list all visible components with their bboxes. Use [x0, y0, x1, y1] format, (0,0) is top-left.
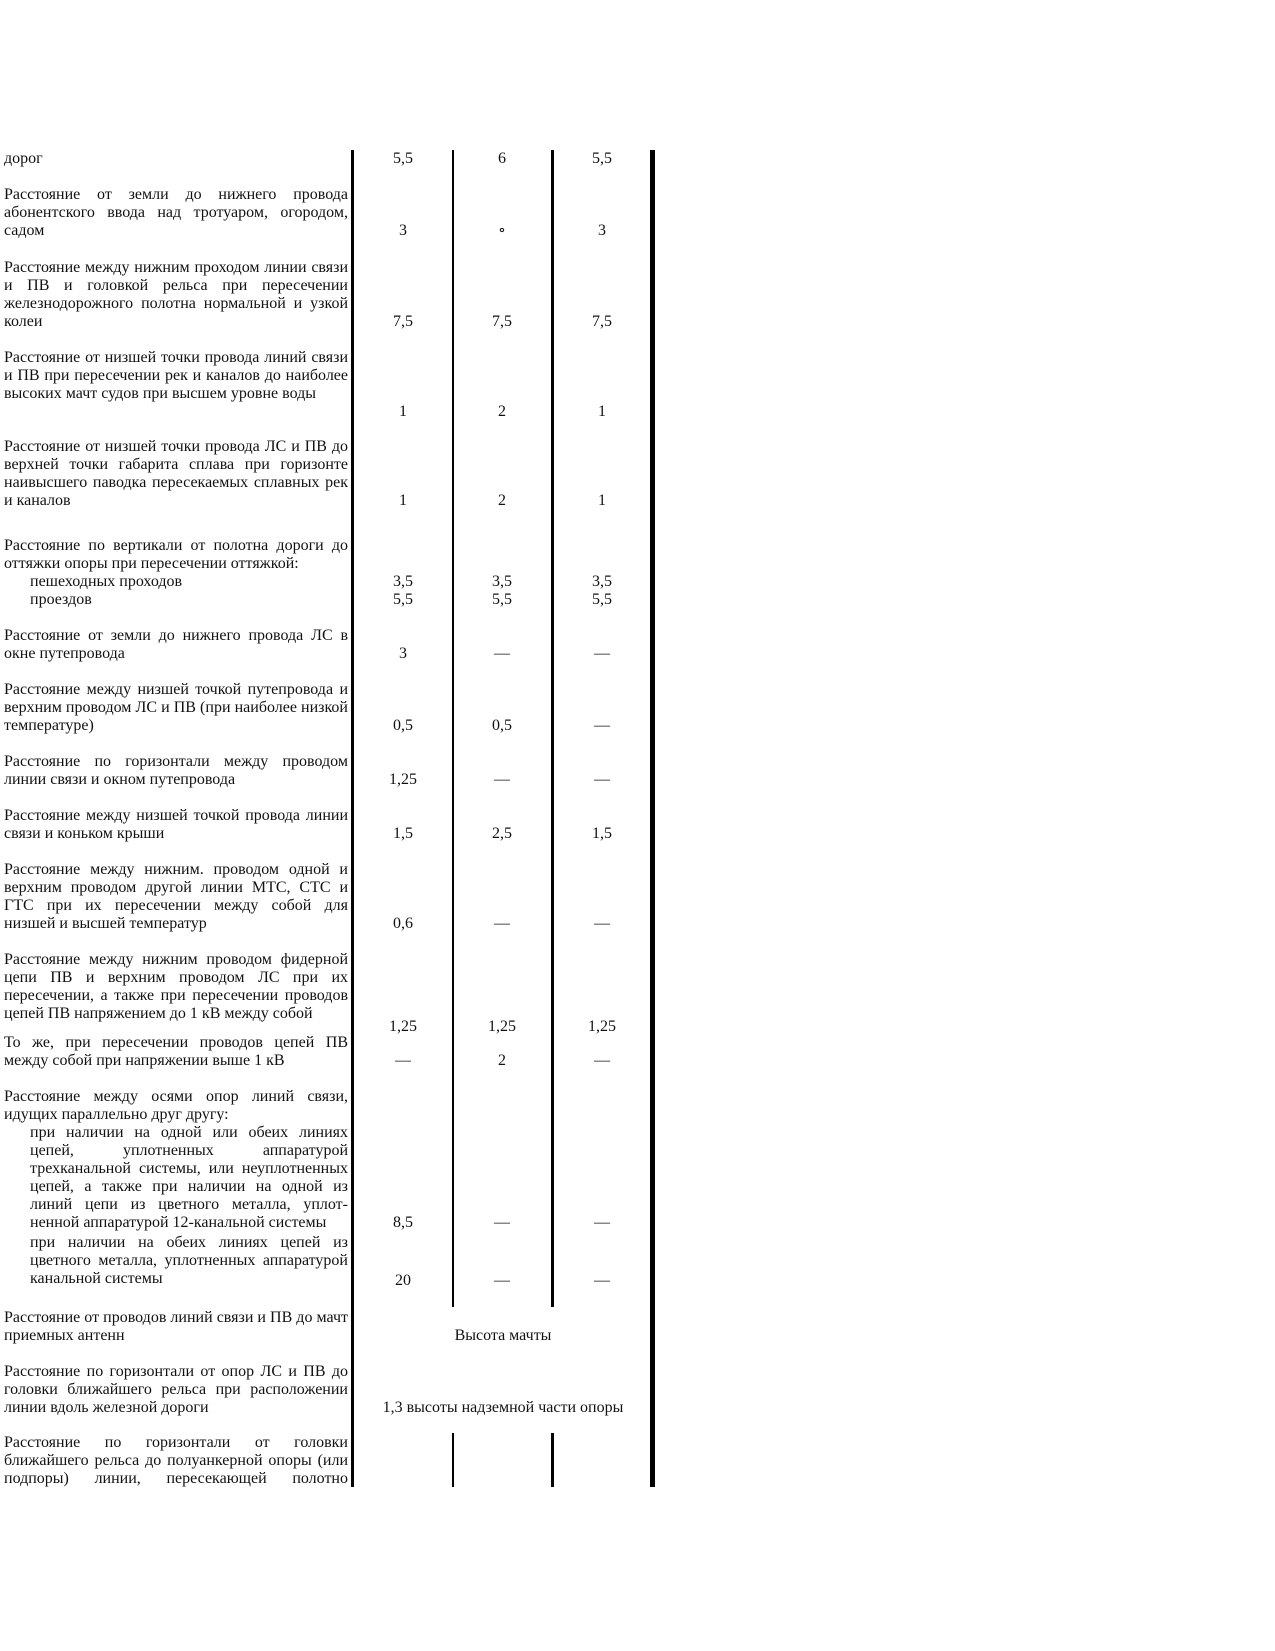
- value-cell: —: [594, 1052, 610, 1069]
- row-description: [4, 438, 348, 510]
- value-cell: —: [594, 771, 610, 788]
- value-cell: 2: [498, 403, 506, 420]
- value-cell: 3,5: [592, 573, 612, 590]
- value-cell: 3: [399, 645, 407, 662]
- row-description: [4, 1363, 348, 1417]
- row-description: [4, 537, 348, 609]
- value-cell: ∘: [498, 222, 506, 239]
- value-cell: 1,25: [389, 1018, 417, 1035]
- row-description: [4, 861, 348, 933]
- value-cell: 2: [498, 1052, 506, 1069]
- row-description: [4, 150, 348, 168]
- value-cell: 2: [498, 492, 506, 509]
- row-description: [4, 627, 348, 663]
- value-cell: —: [494, 915, 510, 932]
- value-cell: 5,5: [393, 591, 413, 608]
- table-right-border: [650, 150, 655, 1487]
- description-text: Расстояние между низшей точкой путепровода и верхним проводом ЛС и ПВ (при наиболее низкой температуре): [4, 681, 348, 734]
- description-text: Расстояние по горизонтали от головки ближайшего рельса до полуанкерной опоры (или подпоры) линии, пересекающей полотно: [4, 1434, 348, 1487]
- value-cell: —: [594, 915, 610, 932]
- value-cell: 3,5: [393, 573, 413, 590]
- value-cell: 5,5: [393, 150, 413, 167]
- row-description: [4, 1434, 348, 1488]
- value-cell: 7,5: [592, 313, 612, 330]
- row-description: [4, 807, 348, 843]
- merged-value-cell: 1,3 высоты надземной части опоры: [382, 1399, 624, 1416]
- value-cell: 1: [598, 492, 606, 509]
- subitem-label: пешеходных проходов: [30, 573, 183, 590]
- column-border-2-lower: [452, 1433, 454, 1487]
- value-cell: —: [594, 645, 610, 662]
- subitem-label: при наличии на одной или обеих линиях цепей, уплотненных аппаратурой трехканальной системы, или неуплотненных цепей, а также при наличии на одной из линий цепи из цветного металла, уплот-ненной аппаратурой 12-канальной системы: [30, 1124, 348, 1231]
- value-cell: 5,5: [592, 150, 612, 167]
- value-cell: —: [594, 1214, 610, 1231]
- value-cell: —: [494, 1272, 510, 1289]
- value-cell: 7,5: [393, 313, 413, 330]
- description-text: Расстояние от низшей точки провода линий связи и ПВ при пересечении рек и каналов до наиболее высоких мачт судов при высшем уровне воды: [4, 349, 348, 402]
- value-cell: 7,5: [492, 313, 512, 330]
- description-text: Расстояние от земли до нижнего провода абонентского ввода над тротуаром, огородом, садом: [4, 186, 348, 239]
- description-text: Расстояние между осями опор линий связи, идущих параллельно друг другу:: [4, 1088, 348, 1123]
- value-cell: —: [594, 717, 610, 734]
- value-cell: 3: [399, 222, 407, 239]
- value-cell: 1,25: [488, 1018, 516, 1035]
- description-text: Расстояние по вертикали от полотна дороги до оттяжки опоры при пересечении оттяжкой:: [4, 537, 348, 572]
- description-text: Расстояние между низшей точкой провода линии связи и коньком крыши: [4, 807, 348, 842]
- row-description: [4, 1309, 348, 1345]
- description-text: Расстояние между нижним проводом фидерной цепи ПВ и верхним проводом ЛС при их пересечении, а также при пересечении проводов цепей ПВ напряжением до 1 кВ между собой: [4, 951, 348, 1022]
- value-cell: —: [594, 1272, 610, 1289]
- description-text: То же, при пересечении проводов цепей ПВ между собой при напряжении выше 1 кВ: [4, 1034, 348, 1069]
- column-border-desc: [351, 150, 354, 1487]
- row-description: [4, 1088, 348, 1288]
- row-description: [4, 681, 348, 735]
- value-cell: 1: [399, 403, 407, 420]
- value-cell: —: [494, 645, 510, 662]
- value-cell: 2,5: [492, 825, 512, 842]
- row-description: [4, 1034, 348, 1070]
- value-cell: 1,5: [393, 825, 413, 842]
- description-text: Расстояние от проводов линий связи и ПВ до мачт приемных антенн: [4, 1309, 348, 1344]
- value-cell: 1: [598, 403, 606, 420]
- description-text: дорог: [4, 150, 43, 167]
- value-cell: 6: [498, 150, 506, 167]
- merged-value-cell: Высота мачты: [454, 1327, 552, 1344]
- description-text: Расстояние между нижним проходом линии связи и ПВ и головкой рельса при пересечении железнодорожного полотна нормальной и узкой колеи: [4, 259, 348, 330]
- value-cell: 1,25: [389, 771, 417, 788]
- value-cell: —: [494, 1214, 510, 1231]
- description-text: Расстояние от земли до нижнего провода ЛС в окне путепровода: [4, 627, 348, 662]
- value-cell: 1,25: [588, 1018, 616, 1035]
- subitem-label: при наличии на обеих линиях цепей из цветного металла, уплотненных аппаратурой канальной системы: [30, 1234, 348, 1287]
- row-description: [4, 186, 348, 240]
- value-cell: 0,5: [492, 717, 512, 734]
- column-border-3-lower: [551, 1433, 554, 1487]
- value-cell: 3: [598, 222, 606, 239]
- value-cell: 5,5: [592, 591, 612, 608]
- description-text: Расстояние от низшей точки провода ЛС и ПВ до верхней точки габарита сплава при горизонте наивысшего паводка пересекаемых сплавных рек и каналов: [4, 438, 348, 509]
- value-cell: 20: [395, 1272, 411, 1289]
- subitem-label: проездов: [30, 591, 92, 608]
- value-cell: —: [494, 771, 510, 788]
- row-description: [4, 951, 348, 1023]
- description-text: Расстояние по горизонтали между проводом линии связи и окном путепровода: [4, 753, 348, 788]
- value-cell: 3,5: [492, 573, 512, 590]
- value-cell: 1: [399, 492, 407, 509]
- description-text: Расстояние по горизонтали от опор ЛС и ПВ до головки ближайшего рельса при расположении линии вдоль железной дороги: [4, 1363, 348, 1416]
- description-text: Расстояние между нижним. проводом одной и верхним проводом другой линии МТС, СТС и ГТС при их пересечении между собой для низшей и высшей температур: [4, 861, 348, 932]
- value-cell: 0,5: [393, 717, 413, 734]
- row-description: [4, 753, 348, 789]
- row-description: [4, 259, 348, 331]
- value-cell: 0,6: [393, 915, 413, 932]
- row-description: [4, 349, 348, 403]
- value-cell: 1,5: [592, 825, 612, 842]
- value-cell: 8,5: [393, 1214, 413, 1231]
- value-cell: 5,5: [492, 591, 512, 608]
- value-cell: —: [395, 1052, 411, 1069]
